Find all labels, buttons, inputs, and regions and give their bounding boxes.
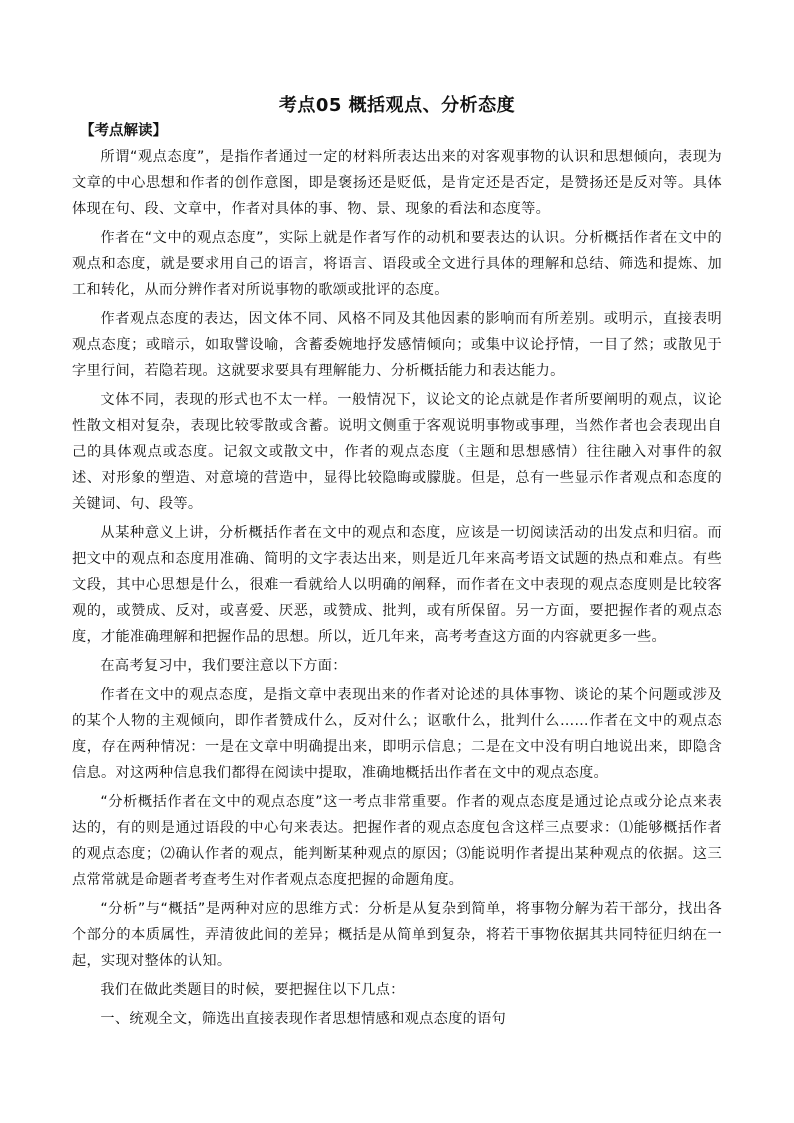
paragraph-4: 文体不同，表现的形式也不太一样。一般情况下，议论文的论点就是作者所要阐明的观点，议论性散文相对复杂，表现比较零散或含蓄。说明文侧重于客观说明事物或事理，当然作者也会表现出自己的具体观点或态度。记叙文或散文中，作者的观点态度（主题和思想感情）往往融入对事件的叙述、对形象的塑造、对意境的营造中，显得比较隐晦或朦胧。但是，总有一些显示作者观点和态度的关键词、句、段等。 [72,392,722,512]
document-title: 考点05 概括观点、分析态度 [278,95,516,116]
paragraph-10: 我们在做此类题目的时候，要把握住以下几点： [100,982,405,998]
paragraph-5: 从某种意义上讲，分析概括作者在文中的观点和态度，应该是一切阅读活动的出发点和归宿。而把文中的观点和态度用准确、简明的文字表达出来，则是近几年来高考语文试题的热点和难点。有些文段，其中心思想是什么，很难一看就给人以明确的阐释，而作者在文中表现的观点态度则是比较客观的，或赞成、反对，或喜爱、厌恶，或赞成、批判，或有所保留。另一方面，要把握作者的观点态度，才能准确理解和把握作品的思想。所以，近几年来，高考考查这方面的内容就更多一些。 [72,525,722,645]
paragraph-7: 作者在文中的观点态度，是指文章中表现出来的作者对论述的具体事物、谈论的某个问题或涉及的某个人物的主观倾向，即作者赞成什么，反对什么；讴歌什么，批判什么……作者在文中的观点态度，存在两种情况：一是在文章中明确提出来，即明示信息；二是在文中没有明白地说出来，即隐含信息。对这两种信息我们都得在阅读中提取，准确地概括出作者在文中的观点态度。 [72,687,722,781]
paragraph-2: 作者在“文中的观点态度”，实际上就是作者写作的动机和要表达的认识。分析概括作者在文中的观点和态度，就是要求用自己的语言，将语言、语段或全文进行具体的理解和总结、筛选和提炼、加工和转化，从而分辨作者对所说事物的歌颂或批评的态度。 [72,230,722,298]
paragraph-1: 所谓“观点态度”，是指作者通过一定的材料所表达出来的对客观事物的认识和思想倾向，表现为文章的中心思想和作者的创作意图，即是褒扬还是贬低，是肯定还是否定，是赞扬还是反对等。具体体现在句、段、文章中，作者对具体的事、物、景、现象的看法和态度等。 [72,149,722,217]
paragraph-3: 作者观点态度的表达，因文体不同、风格不同及其他因素的影响而有所差别。或明示，直接表明观点态度；或暗示，如取譬设喻，含蓄委婉地抒发感情倾向；或集中议论抒情，一目了然；或散见于字里行间，若隐若现。这就要求要具有理解能力、分析概括能力和表达能力。 [72,311,722,379]
paragraph-11: 一、统观全文，筛选出直接表现作者思想情感和观点态度的语句 [100,1011,507,1027]
paragraph-6: 在高考复习中，我们要注意以下方面： [100,658,347,674]
section-heading: 【考点解读】 [80,123,167,139]
paragraph-9: “分析”与“概括”是两种对应的思维方式：分析是从复杂到简单，将事物分解为若干部分，找出各个部分的本质属性，弄清彼此间的差异；概括是从简单到复杂，将若干事物依据其共同特征归纳在一起，实现对整体的认知。 [72,901,722,969]
paragraph-8: “分析概括作者在文中的观点态度”这一考点非常重要。作者的观点态度是通过论点或分论点来表达的，有的则是通过语段的中心句来表达。把握作者的观点态度包含这样三点要求：⑴能够概括作者的观点态度；⑵确认作者的观点，能判断某种观点的原因；⑶能说明作者提出某种观点的依据。这三点常常就是命题者考查考生对作者观点态度把握的命题角度。 [72,794,722,888]
